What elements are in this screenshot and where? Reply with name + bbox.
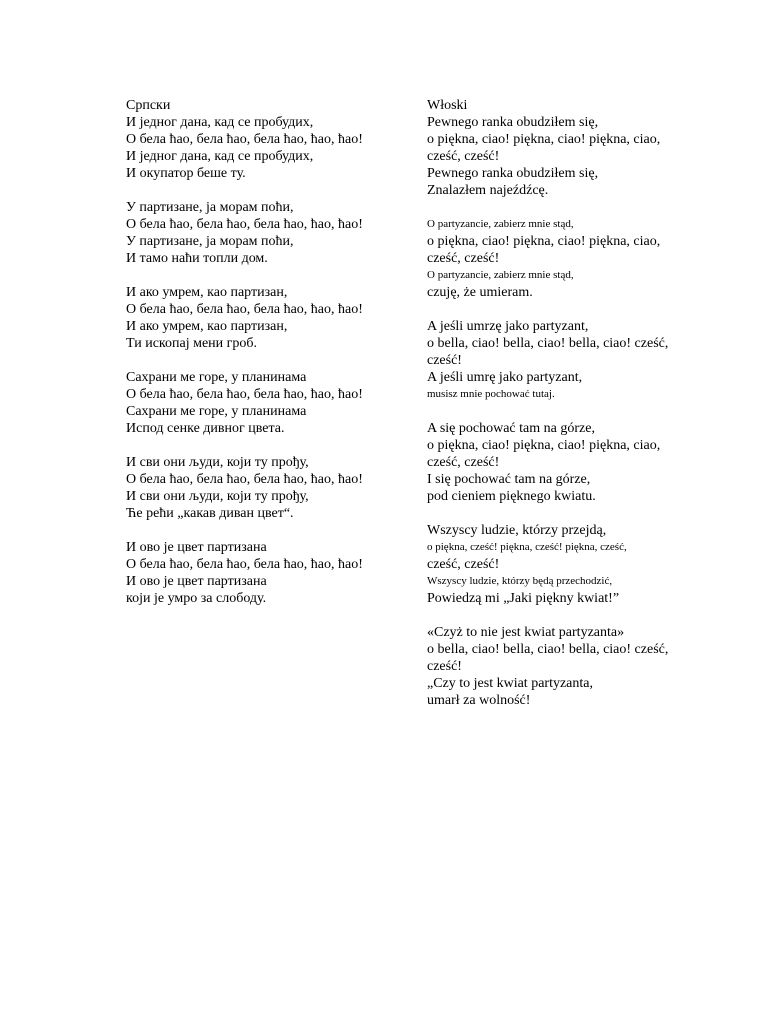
polish-column-title: Włoski	[427, 98, 468, 113]
stanza	[126, 454, 388, 522]
lyric-line: Wszyscy ludzie, którzy przejdą,	[427, 523, 607, 538]
lyric-line: A jeśli umrę jako partyzant,	[427, 370, 583, 385]
lyric-line: О бела ћао, бела ћао, бела ћао, ћао, ћао!	[126, 472, 363, 487]
serbian-column-title: Српски	[126, 98, 171, 113]
lyric-line: Pewnego ranka obudziłem się,	[427, 166, 599, 181]
stanza	[427, 114, 695, 199]
stanza	[427, 420, 695, 505]
lyric-line: О бела ћао, бела ћао, бела ћао, ћао, ћао!	[126, 387, 363, 402]
polish-stanzas	[427, 114, 695, 709]
lyric-line: o piękna, ciao! piękna, ciao! piękna, ciao, cześć, cześć!	[427, 234, 661, 266]
stanza	[126, 199, 388, 267]
lyric-line: pod cieniem pięknego kwiatu.	[427, 489, 596, 504]
serbian-column	[126, 97, 388, 624]
lyric-line: Испод сенке дивног цвета.	[126, 421, 285, 436]
lyric-line: који је умро за слободу.	[126, 591, 267, 606]
stanza	[427, 624, 695, 709]
lyric-line: И ово је цвет партизана	[126, 574, 267, 589]
lyric-line: У партизане, ја морам поћи,	[126, 200, 294, 215]
lyric-line: o piękna, ciao! piękna, ciao! piękna, ciao, cześć, cześć!	[427, 438, 661, 470]
lyric-line: o bella, ciao! bella, ciao! bella, ciao! cześć, cześć!	[427, 336, 669, 368]
lyric-line: И сви они људи, који ту прођу,	[126, 455, 309, 470]
stanza	[427, 318, 695, 403]
lyric-line: «Czyż to nie jest kwiat partyzanta»	[427, 625, 625, 640]
lyric-line: И ако умрем, као партизан,	[126, 319, 288, 334]
lyric-line: И сви они људи, који ту прођу,	[126, 489, 309, 504]
lyric-line: Wszyscy ludzie, którzy będą przechodzić,	[427, 575, 613, 587]
lyric-line: czuję, że umieram.	[427, 285, 533, 300]
lyric-line: Ти ископај мени гроб.	[126, 336, 258, 351]
lyric-line: O partyzancie, zabierz mnie stąd,	[427, 218, 574, 230]
stanza	[427, 522, 695, 607]
lyric-line: И тамо наћи топли дом.	[126, 251, 268, 266]
stanza	[427, 216, 695, 301]
lyric-line: О бела ћао, бела ћао, бела ћао, ћао, ћао!	[126, 217, 363, 232]
lyric-line: О бела ћао, бела ћао, бела ћао, ћао, ћао!	[126, 557, 363, 572]
lyric-line: cześć, cześć!	[427, 557, 500, 572]
polish-column	[427, 97, 695, 726]
lyric-line: И ако умрем, као партизан,	[126, 285, 288, 300]
lyric-line: И окупатор беше ту.	[126, 166, 246, 181]
lyric-line: Ће рећи „какав диван цвет“.	[126, 506, 294, 521]
lyric-line: И једног дана, кад се пробудих,	[126, 115, 314, 130]
lyric-line: o bella, ciao! bella, ciao! bella, ciao! cześć, cześć!	[427, 642, 669, 674]
serbian-stanzas	[126, 114, 388, 607]
lyric-line: umarł za wolność!	[427, 693, 531, 708]
stanza	[126, 284, 388, 352]
lyric-line: О бела ћао, бела ћао, бела ћао, ћао, ћао!	[126, 302, 363, 317]
lyric-line: Сахрани ме горе, у планинама	[126, 370, 307, 385]
lyric-line: И једног дана, кад се пробудих,	[126, 149, 314, 164]
lyric-line: o piękna, ciao! piękna, ciao! piękna, ciao, cześć, cześć!	[427, 132, 661, 164]
lyric-line: o piękna, cześć! piękna, cześć! piękna, cześć,	[427, 541, 627, 553]
stanza	[126, 114, 388, 182]
lyric-line: И ово је цвет партизана	[126, 540, 267, 555]
stanza	[126, 369, 388, 437]
lyric-line: Pewnego ranka obudziłem się,	[427, 115, 599, 130]
lyric-line: A się pochować tam na górze,	[427, 421, 595, 436]
lyric-line: Сахрани ме горе, у планинама	[126, 404, 307, 419]
lyric-line: У партизане, ја морам поћи,	[126, 234, 294, 249]
lyric-line: I się pochować tam na górze,	[427, 472, 591, 487]
lyric-line: A jeśli umrzę jako partyzant,	[427, 319, 589, 334]
lyric-line: „Czy to jest kwiat partyzanta,	[427, 676, 593, 691]
lyric-line: O partyzancie, zabierz mnie stąd,	[427, 269, 574, 281]
lyric-line: Znalazłem najeźdźcę.	[427, 183, 549, 198]
stanza	[126, 539, 388, 607]
lyric-line: Powiedzą mi „Jaki piękny kwiat!”	[427, 591, 620, 606]
lyric-line: musisz mnie pochować tutaj.	[427, 388, 555, 400]
lyric-line: О бела ћао, бела ћао, бела ћао, ћао, ћао!	[126, 132, 363, 147]
